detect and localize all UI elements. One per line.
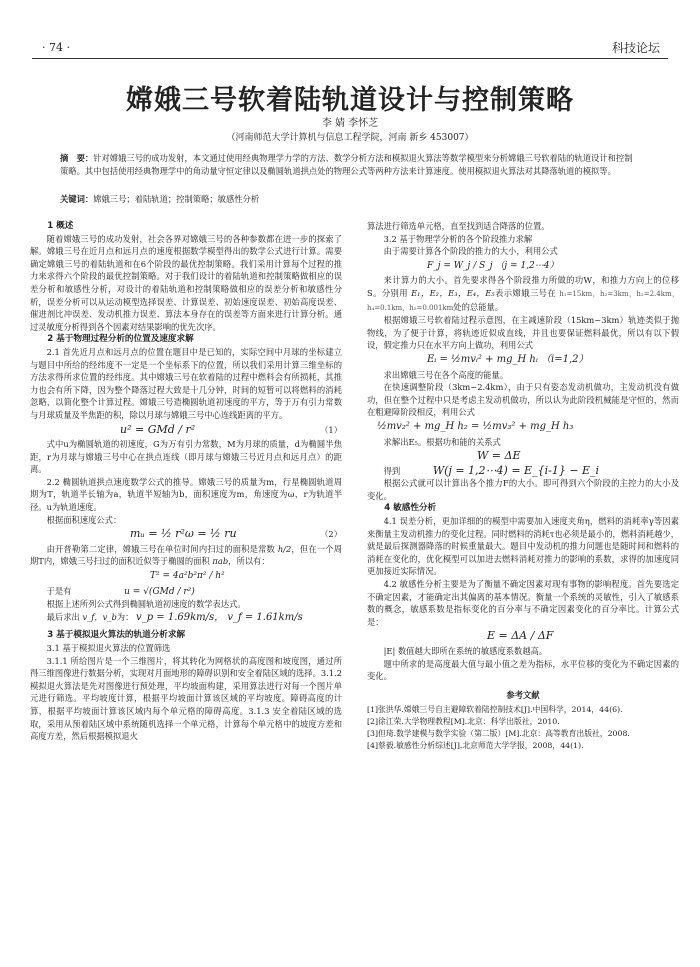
section-2-paragraph-4 <box>30 543 342 568</box>
equation-2 <box>30 528 342 541</box>
energy-symbols: E₁，E₂，E₃，E₄，E₅ <box>411 287 495 298</box>
velocity-symbols: v_f，v_b <box>82 611 117 622</box>
section-2-paragraph-3: 2.2 椭圆轨道拱点速度数学公式的推导。嫦娥三号的质量为m，行星椭圆轨道周期为T，轨道半长轴为a，轨道半短轴为b，面积速度为m，角速度为ω，r为轨道半径。u为轨道速度。 <box>30 476 342 513</box>
kepler-text-c: ，所以有： <box>228 556 270 567</box>
right-paragraph-9: 根据公式就可以计算出各个推力F的大小。即可得到六个阶段的主控力的大小及变化。 <box>367 478 679 501</box>
section-4-paragraph-4: 题中所求的是高度最大值与最小值之差为指标，水平位移的变化为不确定因素的变化。 <box>367 658 679 682</box>
right-paragraph-2: 由于需要计算各个阶段的推力的大小，利用公式 <box>383 246 558 257</box>
abstract-label: 摘 要： <box>60 153 94 163</box>
equation-conservation: ½mv₂² + mg_H h₂ = ½mv₃² + mg_H h₃ <box>377 420 574 432</box>
section-2-paragraph-1: 2.1 首先近月点和远月点的位置在题目中是已知的，实际空间中月球的坐标建立与题目中所给的经纬度不一定是一个坐标系下的位置，所以我们采用计算三维坐标的方法求得所求位置的经纬度。其中嫦娥三号在软着陆的过程中燃料会有所损耗，其推力也会有所下降，因为整个降落过程大致是十几分钟，时间的短暂可以将燃料的消耗忽略，以简化整个计算过程。嫦娥三号造椭圆轨道初速度的平方，等于万有引力常数与月球质量及半焦距的积，除以月球与嫦娥三号中心连线距离的平方。 <box>30 346 342 420</box>
kepler-piab: πab <box>212 556 229 567</box>
force-text-b: 表示嫦娥三号在 <box>494 287 557 298</box>
right-column <box>367 220 679 752</box>
keywords <box>60 193 640 206</box>
final-text-b: 为： <box>116 611 134 622</box>
section-1-paragraph: 随着嫦娥三号的成功发射，社会各界对嫦娥三号的各种参数都在进一步的探索了解。嫦娥三号在近月点和远月点的速度根据数学模型得出的数学公式进行计算。需要确定嫦娥三号的着陆轨道和在6个阶段的最优控制策略。我们采用计算每个过程的推力来求得六个阶段的最优控制策略。对于我们设计的着陆轨道和控制策略做相应的误差分析和敏感性分析，对设计的着陆轨道和控制策略做相应的误差分析和敏感性分析，误差分析可以从运动模型选择误差、计算误差、初始速度误差、初始高度误差、催进剂比冲误差、发动机推力误差、算法本身存在的误差等方面来进行计算分析。通过灵敏度分析得到各个因素对结果影响的优先次序。 <box>30 233 342 332</box>
work-text: 求解出E₅。根据功和能的关系式 <box>383 436 501 447</box>
abstract <box>60 152 640 178</box>
equation-Wj: W(j = 1,2⋯4) = E_{i-1} − E_i <box>432 463 600 477</box>
section-1-title: 1 概述 <box>47 221 74 231</box>
left-column <box>30 220 342 743</box>
right-paragraph-4: 根据嫦娥三号软着陆过程示意图，在主减速阶段（15km~3km）轨迹类似于抛物线，为了便于计算，将轨迹近似成直线，并且也要保证燃料最优，所以有以下假设，假定推力只在水平方向上做功，利用公式 <box>367 315 679 351</box>
right-paragraph-3 <box>367 274 679 314</box>
right-paragraph-1: 算法进行筛选单元格，直至找到适合降落的位置。 <box>367 221 550 231</box>
equation-2-text: mᵤ = ½ r²ω = ½ ru <box>130 527 237 541</box>
section-3-paragraph: 3.1.1 所给图片是一个三维图片，将其转化为网格状的高度图和坡度图，通过所得三维图像进行数据分析，实现对月面地形的障碍识别和安全着陆区域的选择。3.1.2 模拟退火算法是先对图像进行预处理，平均坡面构建，采用算法进行对每一个图片单元进行筛选。平均坡度计算，根据平均坡面计算该区域的平均坡度。障碍高度的计算，根据平均坡面计算该区域内每个单元格的障碍高度。3.1.3 安全着陆区域的选取，采用从预着陆区域中系统随机选择一个单元格，计算每个单元格中的坡度方差和高度方差，然后根据模拟退火 <box>30 655 342 742</box>
page-number: · 74 · <box>42 41 70 54</box>
equation-1-text: u² = GMd / r² <box>120 422 196 436</box>
right-paragraph-5: 求出嫦娥三号在各个高度的能量。 <box>383 369 509 380</box>
equation-u: u = √(GMd / r²) <box>124 586 195 597</box>
keywords-text: 嫦娥三号；着陆轨道；控制策略；敏感性分析 <box>93 194 260 204</box>
section-2-paragraph-3b: 根据面积速度公式： <box>46 514 122 525</box>
equation-Ei: Eᵢ = ½mvᵢ² + mg_H hᵢ （i=1,2） <box>427 353 589 365</box>
equation-T2: T² = 4a²b²π² / h² <box>150 571 225 582</box>
reference-item: [2]徐江荣.大学物理教程[M].北京：科学出版社，2010. <box>367 717 560 727</box>
section-4-paragraph-1: 4.1 误差分析，更加详细的的模型中需要加入速度夹角η，燃料的消耗率γ等因素来衡量主发动机推力的变化过程。同时燃料的消耗τ也必须是最小的，燃料消耗越少，就是最后探测器降落的时候重量最大。题目中发动机的推力问题也是随时间和燃料的消耗在变化的，优化模型可以加进去燃料消耗对推力的影响的系数，求得的加速度同更加接近实际情况。 <box>367 516 679 577</box>
section-2-paragraph-5 <box>30 585 342 599</box>
right-paragraph-8 <box>367 465 679 478</box>
section-4-paragraph-2: 4.2 敏感性分析主要是为了衡量不确定因素对现有事物的影响程度。首先要选定不确定因素，才能确定出其偏离的基本情况。衡量一个系统的灵敏性，引入了敏感系数的概念，敏感系数是指标变化的百分率与不确定因素变化的百分率比。计算公式是： <box>367 579 679 627</box>
section-2-paragraph-2: 式中u为椭圆轨道的初速度，G为万有引力常数，M为月球的质量，d为椭圆半焦距，r为月球与嫦娥三号中心在拱点连线（即月球与嫦娥三号近月点和远月点）的距离。 <box>30 439 342 475</box>
subsection-3-2: 3.2 基于物理学分析的各个阶段推力求解 <box>383 233 533 244</box>
obtain-text: 得到 <box>383 465 401 476</box>
kepler-text-a: 由开普勒第二定律，嫦娥三号在单位时间内扫过的面积是常数 <box>46 543 275 554</box>
references-list <box>367 704 679 752</box>
section-2-title: 2 基于物理过程分析的位置及速度求解 <box>47 334 194 345</box>
final-text: 最后求出 <box>46 611 80 622</box>
equation-sensitivity: E = ΔA / ΔF <box>487 629 554 643</box>
right-paragraph-6: 在快速调整阶段（3km~2.4km），由于只有姿态发动机做功，主发动机没有做功，但在整个过程中只是考虑主发动机做功，所以认为此阶段机械能是守恒的，然而在粗避障阶段相反，利用公式 <box>367 382 679 418</box>
section-4-title: 4 敏感性分析 <box>384 503 437 514</box>
force-text-c: 处的总能量。 <box>453 301 504 312</box>
section-2-paragraph-6: 根据上述所列公式得到椭圆轨道初速度的数学表达式。 <box>46 599 246 610</box>
section-2-paragraph-7 <box>30 611 342 625</box>
header-rule <box>32 58 668 59</box>
thus-text: 于是有 <box>46 585 72 596</box>
keywords-label: 关键词： <box>60 194 94 204</box>
affiliation: （河南师范大学计算机与信息工程学院，河南 新乡 453007） <box>226 133 474 143</box>
reference-item: [3]但琦.数学建模与数学实验（第二版）[M].北京：高等教育出版社，2008. <box>367 729 630 739</box>
equation-W: W = ΔE <box>477 449 521 463</box>
force-text-a: 来计算力的大小。首先要求得各个阶段推力所做的功W，和推力方向上的位移S。分别用 <box>367 275 679 298</box>
authors: 李 婧 李怀芝 <box>321 118 379 129</box>
references-title: 参考文献 <box>506 689 540 700</box>
equation-1 <box>30 424 342 437</box>
height-values: h₁=15km，h₂=3km，h₃=2.4km，h₄=0.1km，h₅=0.001km <box>367 289 680 312</box>
section-4-paragraph-3: |E| 数值越大即所在系统的敏感度系数越高。 <box>383 646 548 656</box>
velocity-values: v_p = 1.69km/s， v_f = 1.61km/s <box>136 611 303 623</box>
right-paragraph-7 <box>367 436 679 449</box>
abstract-text: 针对嫦娥三号的成功发射，本文通过使用经典物理学力学的方法、数学分析方法和模拟退火算法等数学模型来分析嫦娥三号软着陆的轨道设计和控制策略。其中包括使用经典物理学中的角动量守恒定律以及椭圆轨道拱点处的物理公式等两种方法来计算速度。使用模拟退火算法对其降落轨道的模拟等。 <box>60 153 633 176</box>
section-3-subtitle: 3.1 基于模拟退火算法的位置筛选 <box>46 643 171 653</box>
paper-title: 嫦娥三号软着陆轨道设计与控制策略 <box>126 85 574 116</box>
reference-item: [1]张洪华.嫦娥三号自主避障软着陆控制技术[J].中国科学，2014，44(6). <box>367 705 623 715</box>
reference-item: [4]蔡毅.敏感性分析综述[J].北京师范大学学报，2008，44(1). <box>367 741 584 751</box>
equation-F: F_j = W_j / S_j （j = 1,2⋯4） <box>427 260 559 271</box>
section-3-title: 3 基于模拟退火算法的轨道分析求解 <box>47 630 186 641</box>
equation-2-number: （2） <box>320 529 342 540</box>
kepler-h2: h/2 <box>277 543 292 554</box>
kepler-text-b: ，但在一个周期T内，嫦娥三号扫过的面积近似等于椭圆的面积 <box>30 543 342 567</box>
journal-name: 科技论坛 <box>611 41 660 55</box>
equation-1-number: （1） <box>320 424 342 435</box>
